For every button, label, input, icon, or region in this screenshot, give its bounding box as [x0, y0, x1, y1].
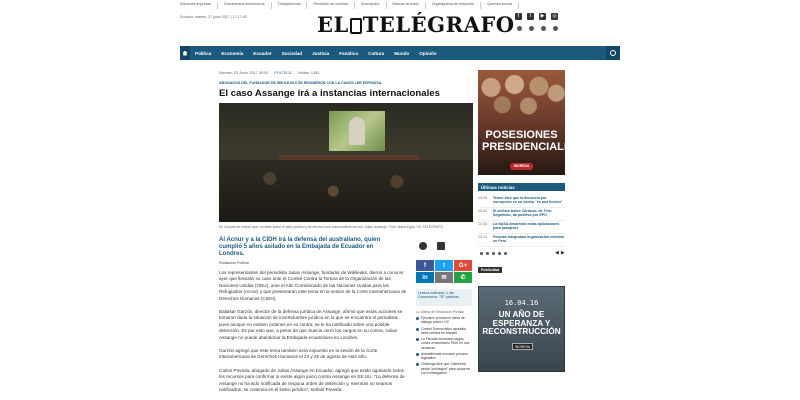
article-byline: Redacción Política — [219, 261, 249, 265]
article-date: Viernes, 23 Junio 2017 00:00 — [219, 71, 269, 75]
social-links — [515, 13, 558, 20]
latest-news-header: Últimas noticias — [478, 183, 565, 191]
publicidad-label: Publicidad — [478, 267, 502, 273]
nav-item-fanatico[interactable]: Fanático — [339, 50, 359, 56]
article-photo — [219, 103, 473, 222]
googleplus-share-button[interactable]: G+ — [454, 260, 472, 271]
article-paragraph: Los representantes del periodista Julian Assange, fundador de Wikileaks, dieron a conocer ayer que llevarán su caso ante el Comité Contra la Tortura de la Organización de las Naciones Unidas (ONU), ante el Alto Comisionado de las Naciones Unidas para los Refugiados (Acnur) y que presentarán este tema en la sesión de la Corte Interamericana de Derechos Humanos (CIDH). — [219, 270, 407, 301]
top-link[interactable]: Organigrama de redacción — [432, 2, 482, 9]
top-link[interactable]: Suscripción — [361, 2, 387, 9]
site-logo[interactable] — [317, 12, 515, 37]
top-links — [180, 2, 519, 9]
bullet-icon — [416, 317, 419, 320]
ad-headline: UN AÑO DE ESPERANZA Y RECONSTRUCCIÓN — [482, 310, 561, 337]
bullet-icon — [416, 363, 419, 366]
logo-ornament-icon — [350, 18, 362, 34]
home-icon — [183, 51, 188, 56]
chat-icon[interactable] — [517, 26, 522, 31]
instagram-icon[interactable]: ◎ — [552, 13, 557, 19]
carousel-dot[interactable] — [480, 252, 483, 255]
search-icon — [610, 50, 616, 56]
nav-item-opinion[interactable]: Opinión — [419, 50, 437, 56]
audio-icon[interactable] — [419, 242, 427, 250]
email-share-button[interactable]: ✉ — [435, 272, 453, 283]
carousel-dot[interactable] — [498, 252, 501, 255]
ad-date: 16.04.16 — [504, 299, 539, 307]
latest-news-item[interactable]: 13:13 Policías integraban organización criminal en Perú — [478, 234, 565, 247]
logo-left: EL — [317, 12, 349, 37]
related-item[interactable]: La Fiscalía formulará cargos contra exsecretario PAIS en dos semanas — [416, 337, 472, 350]
word-count: Comentarios: 787 palabras — [418, 295, 459, 300]
bullet-icon — [416, 328, 419, 331]
article-headline: El caso Assange irá a instancias internacionales — [219, 88, 440, 99]
dateline: Ecuador, martes, 27 junio 2017 | 17:17:40 — [180, 15, 247, 19]
article-lead: Al Acnur y a la CIDH irá la defensa del australiano, quien cumplió 5 años asilado en la Embajada de Ecuador en Londres. — [219, 237, 381, 258]
top-link[interactable]: Rendición de cuentas — [313, 2, 355, 9]
nav-item-politica[interactable]: Política — [195, 50, 212, 56]
app-links — [517, 26, 558, 31]
bullet-icon — [416, 353, 419, 356]
article-paragraph: Baltasar Garzón, director de la defensa jurídica de Assange, afirmó que estas acciones se tomaron dada la situación de incertidumbre jurídica en la que se encuentra el periodista, pues aunque no existen órdenes en su contra, se le ha notificado sobre una posible detención. Es por esto que, a pesar de que Suecia cerró los cargos en su contra, Julian Assange no puede abandonar la Embajada ecuatoriana en Londres. — [219, 309, 403, 340]
top-link[interactable]: Ediciones impresas — [180, 2, 218, 9]
nav-item-economia[interactable]: Economía — [221, 50, 244, 56]
carousel-arrows — [555, 250, 565, 256]
twitter-share-button[interactable]: t — [435, 260, 453, 271]
bullet-icon — [416, 338, 419, 341]
presidents-photo — [478, 70, 565, 128]
projection-screen — [329, 111, 385, 151]
ad-ingresa-button[interactable]: INGRESA — [512, 343, 533, 350]
latest-news-item[interactable]: 13:42 El ciclista André Cardoso, de Trek-Segafredo, da positivo por EPO — [478, 208, 565, 221]
related-item[interactable]: Ejecutivo promueve mesa de diálogo sobre LOC — [416, 316, 472, 325]
nav-item-sociedad[interactable]: Sociedad — [281, 50, 303, 56]
ad-posesiones[interactable] — [478, 70, 579, 175]
latest-news-item[interactable]: 14:25 Temer dice que la denuncia por corrupción en su contra "es una ficción" — [478, 195, 565, 208]
related-item[interactable]: Chiriboga dice que Odebrecht pedía "privilegios" para cooperar con investigación — [416, 362, 472, 375]
search-button[interactable] — [606, 46, 620, 60]
linkedin-share-button[interactable]: in — [416, 272, 434, 283]
nav-item-justicia[interactable]: Justicia — [312, 50, 330, 56]
whatsapp-share-button[interactable]: ✆ — [454, 272, 472, 283]
top-link[interactable]: Quiénes somos — [487, 2, 519, 9]
related-item[interactable]: Control Democrático apuntala labor política en Manabí — [416, 327, 472, 336]
android-icon[interactable] — [541, 26, 546, 31]
chevron-right-icon[interactable]: ▶ — [560, 250, 565, 256]
article-kicker: ABOGADOS DEL FUNDADOR DE WIKILEAKS SE REUNIERON CON LA CANCILLER ESPINOSA — [219, 81, 382, 85]
twitter-icon[interactable]: t — [527, 13, 534, 20]
top-link[interactable]: Manual de estilo — [393, 2, 426, 9]
nav-item-mundo[interactable]: Mundo — [394, 50, 410, 56]
carousel-dot[interactable] — [504, 252, 507, 255]
carousel-dot[interactable] — [486, 252, 489, 255]
facebook-icon[interactable]: f — [515, 13, 522, 20]
top-link[interactable]: Transparencia — [278, 2, 308, 9]
nav-item-cultura[interactable]: Cultura — [368, 50, 385, 56]
windows-icon[interactable] — [553, 26, 558, 31]
audience — [219, 160, 473, 222]
ad-ingresa-button[interactable]: INGRESA — [510, 163, 533, 170]
article-section[interactable]: POLÍTICA — [274, 71, 292, 75]
photo-caption: En Cinquet se realizó ayer un taller sobre el asilo político y se efectuó una videoconferencia con Julian Assange. Foto: María Egas / EL TELÉGRAFO — [219, 225, 444, 229]
carousel-dots — [480, 252, 507, 255]
apple-icon[interactable] — [529, 26, 534, 31]
ad-reconstruccion[interactable] — [478, 286, 565, 372]
youtube-icon[interactable]: ▶ — [540, 13, 545, 19]
main-nav — [180, 46, 620, 60]
reading-time: Lectura estimada: 4 min — [418, 291, 455, 295]
article-meta — [219, 71, 319, 75]
print-icon[interactable] — [437, 242, 445, 250]
carousel-dot[interactable] — [492, 252, 495, 255]
share-box — [416, 260, 472, 283]
article-paragraph: Garzón agregó que este tema también será expuesto en la sesión de la Corte Interamericana de Derechos Humanos el 24 y 25 de agosto de este año. — [219, 348, 378, 360]
article-paragraph: Carlos Poveda, abogado de Julian Assange en Ecuador, agregó que están agotando todos los recursos para confirmar si existe algún juicio contra Assange en EE.UU. "La defensa de Assange no ha sido notificada de ninguna orden de detención y, mientras no seamos notificados, se continúa en el limbo jurídico", señaló Poveda. — [219, 368, 405, 393]
latest-news-list — [478, 195, 565, 247]
ad-headline: POSESIONES PRESIDENCIALES — [482, 129, 579, 153]
article-tools — [419, 242, 445, 250]
top-link[interactable]: Documentos electrónicos — [224, 2, 271, 9]
nav-item-ecuador[interactable]: Ecuador — [253, 50, 272, 56]
reading-info — [416, 289, 472, 306]
logo-right: TELÉGRAFO — [362, 12, 515, 37]
facebook-share-button[interactable]: f — [416, 260, 434, 271]
latest-news-item[interactable]: 13:33 La NASA desarrolla estas aplicaciones para pasajeros — [478, 221, 565, 234]
article-views: Visitas: 1383 — [297, 71, 320, 75]
chevron-left-icon[interactable]: ◀ — [555, 250, 559, 256]
home-button[interactable] — [180, 46, 190, 60]
related-item[interactable]: Asambleístas conocen proceso legislativo — [416, 352, 472, 361]
related-news — [416, 310, 472, 377]
related-title: Lo Último de Redacción Política — [416, 310, 465, 314]
